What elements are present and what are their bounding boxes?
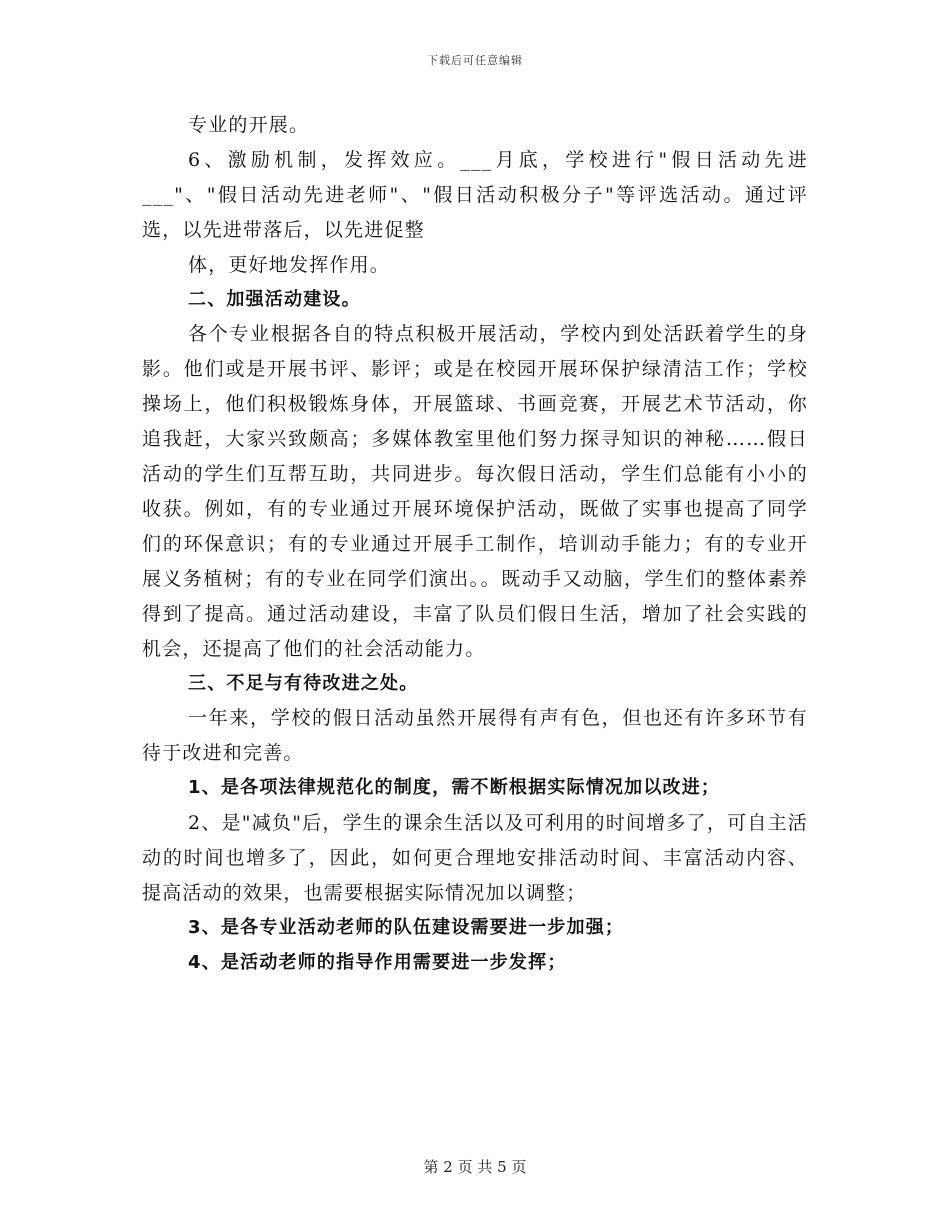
paragraph: 体，更好地发挥作用。 bbox=[188, 253, 391, 276]
page-header: 下载后可任意编辑 bbox=[427, 54, 523, 67]
section-heading: 二、加强活动建设。 bbox=[188, 288, 361, 310]
list-item: 4、是活动老师的指导作用需要进一步发挥； bbox=[188, 951, 567, 973]
list-item: 3、是各专业活动老师的队伍建设需要进一步加强； bbox=[188, 916, 625, 938]
section-heading: 三、不足与有待改进之处。 bbox=[188, 672, 419, 694]
document-body bbox=[142, 108, 808, 981]
paragraph: 6、激励机制，发挥效应。___月底，学校进行"假日活动先进___"、"假日活动先进老师"、"假日活动积极分子"等评选活动。通过评选，以先进带落后，以先进促整 bbox=[142, 148, 808, 241]
list-item: 2、是"减负"后，学生的课余生活以及可利用的时间增多了，可自主活动的时间也增多了，因此，如何更合理地安排活动时间、丰富活动内容、提高活动的效果，也需要根据实际情况加以调整； bbox=[142, 812, 808, 904]
paragraph: 专业的开展。 bbox=[188, 114, 310, 136]
list-item: 1、是各项法律规范化的制度，需不断根据实际情况加以改进； bbox=[188, 777, 721, 799]
page-footer: 第 2 页 共 5 页 bbox=[423, 1158, 527, 1176]
paragraph: 一年来，学校的假日活动虽然开展得有声有色，但也还有许多环节有待于改进和完善。 bbox=[142, 707, 808, 765]
paragraph: 各个专业根据各自的特点积极开展活动，学校内到处活跃着学生的身影。他们或是开展书评、影评；或是在校园开展环保护绿清洁工作；学校操场上，他们积极锻炼身体，开展篮球、书画竞赛，开展艺术节活动，你追我赶，大家兴致颇高；多媒体教室里他们努力探寻知识的神秘……假日活动的学生们互帮互助，共同进步。每次假日活动，学生们总能有小小的收获。例如，有的专业通过开展环境保护活动，既做了实事也提高了同学们的环保意识；有的专业通过开展手工制作，培训动手能力；有的专业开展义务植树；有的专业在同学们演出。。既动手又动脑，学生们的整体素养得到了提高。通过活动建设，丰富了队员们假日生活，增加了社会实践的机会，还提高了他们的社会活动能力。 bbox=[142, 323, 808, 660]
